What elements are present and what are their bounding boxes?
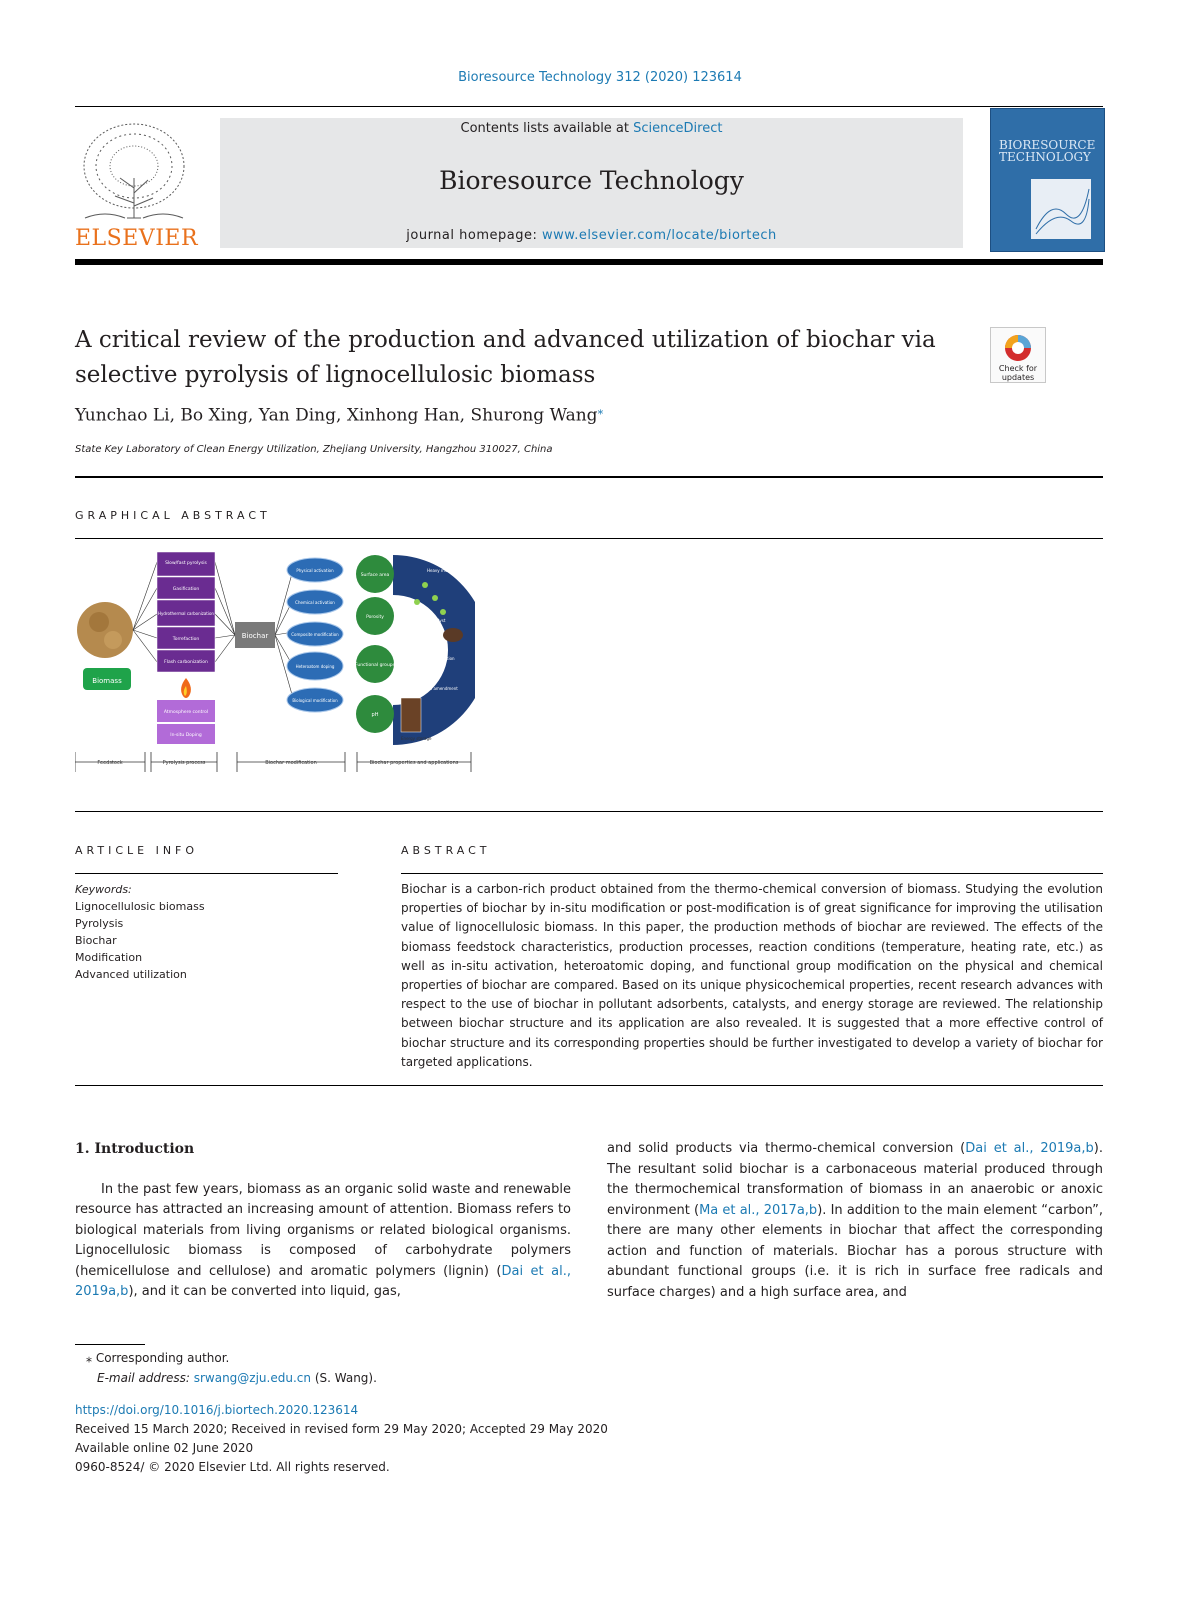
application-label-3: Soil amendment <box>425 686 458 691</box>
application-label-2: Adsorption <box>433 656 455 661</box>
keyword-4: Advanced utilization <box>75 968 187 981</box>
intro-text-b: ), and it can be converted into liquid, gas, <box>128 1284 401 1299</box>
process-label-2: Hydrothermal carbonization <box>158 611 214 616</box>
oval-label-3: Heteroatom doping <box>295 664 335 669</box>
journal-banner <box>220 118 963 248</box>
bottom-label-1: Pyrolysis process <box>162 760 206 766</box>
property-label-0: Surface area <box>360 573 390 578</box>
email-line <box>97 1369 377 1388</box>
body-right-column <box>607 1139 1103 1303</box>
journal-cover[interactable] <box>990 108 1105 252</box>
article-info-rule <box>75 873 338 874</box>
header-rule-thick <box>75 259 1103 265</box>
modification-ovals <box>287 558 343 712</box>
property-label-3: pH <box>371 712 379 718</box>
oval-label-1: Chemical activation <box>295 600 335 605</box>
keyword-1: Pyrolysis <box>75 917 124 930</box>
energy-storage-image <box>401 698 421 732</box>
contents-line <box>220 121 963 136</box>
section-rule-2 <box>75 538 1103 539</box>
affiliation: State Key Laboratory of Clean Energy Utilization, Zhejiang University, Hangzhou 310027, China <box>75 444 553 455</box>
process-label-1: Gasification <box>172 587 200 592</box>
journal-title: Bioresource Technology <box>439 166 744 195</box>
authors-line <box>75 404 603 426</box>
property-label-1: Porosity <box>366 615 384 620</box>
email-suffix: (S. Wang). <box>314 1371 377 1385</box>
lower-label-0: Atmosphere control <box>163 710 209 715</box>
citation-dai-2019-right[interactable]: Dai et al., 2019a,b <box>965 1141 1094 1156</box>
abstract-rule <box>401 873 1103 874</box>
doi-link[interactable]: https://doi.org/10.1016/j.biortech.2020.123614 <box>75 1403 359 1417</box>
flame-icon <box>181 678 191 698</box>
article-title: A critical review of the production and advanced utilization of biochar via selective pyrolysis of lignocellulosic biomass <box>75 327 936 388</box>
available-online: Available online 02 June 2020 <box>75 1441 254 1455</box>
sciencedirect-link[interactable]: ScienceDirect <box>633 121 723 136</box>
right-text-b: ). The resultant solid biochar is a carbonaceous material produced through the thermochemical transformation of biomass in an anaerobic or anoxic environment ( <box>607 1141 1103 1218</box>
section-rule-4 <box>75 1085 1103 1086</box>
biomass-group <box>77 602 133 690</box>
abstract-heading: ABSTRACT <box>401 844 491 857</box>
process-label-4: Flash carbonization <box>164 660 208 665</box>
keyword-2: Biochar <box>75 934 117 947</box>
copyright: 0960-8524/ © 2020 Elsevier Ltd. All rights reserved. <box>75 1460 390 1474</box>
badge-text: Check for updates <box>998 364 1038 382</box>
keyword-3: Modification <box>75 951 143 964</box>
article-info-heading: ARTICLE INFO <box>75 844 199 857</box>
graphical-abstract-figure[interactable] <box>75 550 475 780</box>
cover-graphic <box>1031 179 1091 239</box>
bottom-label-0: Feedstock <box>97 760 123 766</box>
process-label-0: Slow/fast pyrolysis <box>165 561 207 566</box>
check-for-updates-badge[interactable] <box>990 327 1046 383</box>
intro-paragraph-cont <box>607 1139 1103 1303</box>
footnote-rule <box>75 1344 145 1345</box>
adsorbent-image <box>443 628 463 642</box>
corresponding-mark[interactable]: ⁎ <box>597 404 604 417</box>
oval-label-4: Biological modification <box>292 698 338 703</box>
process-boxes <box>157 552 215 672</box>
lower-label-1: In-situ Doping <box>170 733 202 738</box>
body-left-column <box>75 1139 571 1303</box>
application-label-0: Heavy metal adsorption <box>427 568 475 573</box>
citation-dai-2019-left[interactable]: Dai et al., 2019a,b <box>75 1263 571 1299</box>
contents-prefix: Contents lists available at <box>460 121 629 136</box>
right-text-c: ). In addition to the main element “carbon”, there are many other elements in biochar that affect the corresponding action and function of materials. Biochar has a porous structure with abundant functional groups (i.e. it is rich in surface free radicals and surface charges) and a high surface area, and <box>607 1202 1104 1300</box>
abstract-text: Biochar is a carbon-rich product obtained from the thermo-chemical conversion of biomass. Studying the evolution properties of biochar by in-situ modification or post-modification is of great significance for improving the utilisation value of lignocellulosic biomass. In this paper, the production methods of biochar are reviewed. The effects of the biomass feedstock characteristics, production processes, reaction conditions (temperature, heating rate, etc.) as well as in-situ activation, heteroatomic doping, and functional group modification on the physical and chemical properties of biochar are compared. Based on its unique physicochemical properties, recent research advances with respect to the use of biochar in pollutant adsorbents, catalysts, and energy storage are reviewed. The relationship between biochar structure and its application are also revealed. It is suggested that a more effective control of biochar structure and its corresponding properties should be further investigated to develop a variety of biochar for targeted applications. <box>401 882 1103 1069</box>
header-rule-top <box>75 106 1103 107</box>
keywords-label: Keywords: <box>75 883 132 896</box>
intro-text-a: In the past few years, biomass as an organic solid waste and renewable resource has attracted an increasing amount of attention. Biomass refers to biological materials from living organisms or related biological organisms. Lignocellulosic biomass is composed of carbohydrate polymers (hemicellulose and cellulose) and aromatic polymers (lignin) ( <box>75 1181 571 1279</box>
bottom-label-2: Biochar modification <box>265 760 317 766</box>
email-link[interactable]: srwang@zju.edu.cn <box>193 1371 311 1385</box>
homepage-prefix: journal homepage: <box>406 228 538 243</box>
received-dates: Received 15 March 2020; Received in revised form 29 May 2020; Accepted 29 May 2020 <box>75 1422 608 1436</box>
cover-title: BIORESOURCE TECHNOLOGY <box>999 138 1096 164</box>
biomass-label: Biomass <box>92 677 122 685</box>
property-label-2: Functional groups <box>355 663 395 668</box>
journal-citation[interactable]: Bioresource Technology 312 (2020) 123614 <box>458 70 742 85</box>
oval-label-0: Physical activation <box>296 568 334 573</box>
application-label-1: Catalyst <box>429 618 446 623</box>
process-label-3: Torrefaction <box>172 637 200 642</box>
homepage-line <box>220 228 963 243</box>
section-rule-3 <box>75 811 1103 812</box>
biochar-label: Biochar <box>241 632 269 640</box>
citation-ma-2017[interactable]: Ma et al., 2017a,b <box>699 1202 818 1218</box>
keyword-0: Lignocellulosic biomass <box>75 900 205 913</box>
graphical-abstract-heading: GRAPHICAL ABSTRACT <box>75 509 271 522</box>
email-label: E-mail address: <box>97 1371 190 1385</box>
property-circles <box>355 555 396 733</box>
intro-paragraph-1 <box>75 1180 571 1303</box>
publisher-name: ELSEVIER <box>75 226 199 251</box>
bottom-label-3: Biochar properties and applications <box>369 760 459 766</box>
intro-heading: 1. Introduction <box>75 1141 195 1157</box>
application-label-4: Energy storage <box>401 736 432 741</box>
section-rule-1 <box>75 476 1103 478</box>
homepage-link[interactable]: www.elsevier.com/locate/biortech <box>541 228 777 243</box>
oval-label-2: Composite modification <box>291 632 339 637</box>
right-text-a: and solid products via thermo-chemical conversion ( <box>607 1141 966 1156</box>
author-list: Yunchao Li, Bo Xing, Yan Ding, Xinhong Han, Shurong Wang <box>75 405 598 426</box>
corresponding-author-note: ⁎ Corresponding author. <box>86 1351 230 1365</box>
